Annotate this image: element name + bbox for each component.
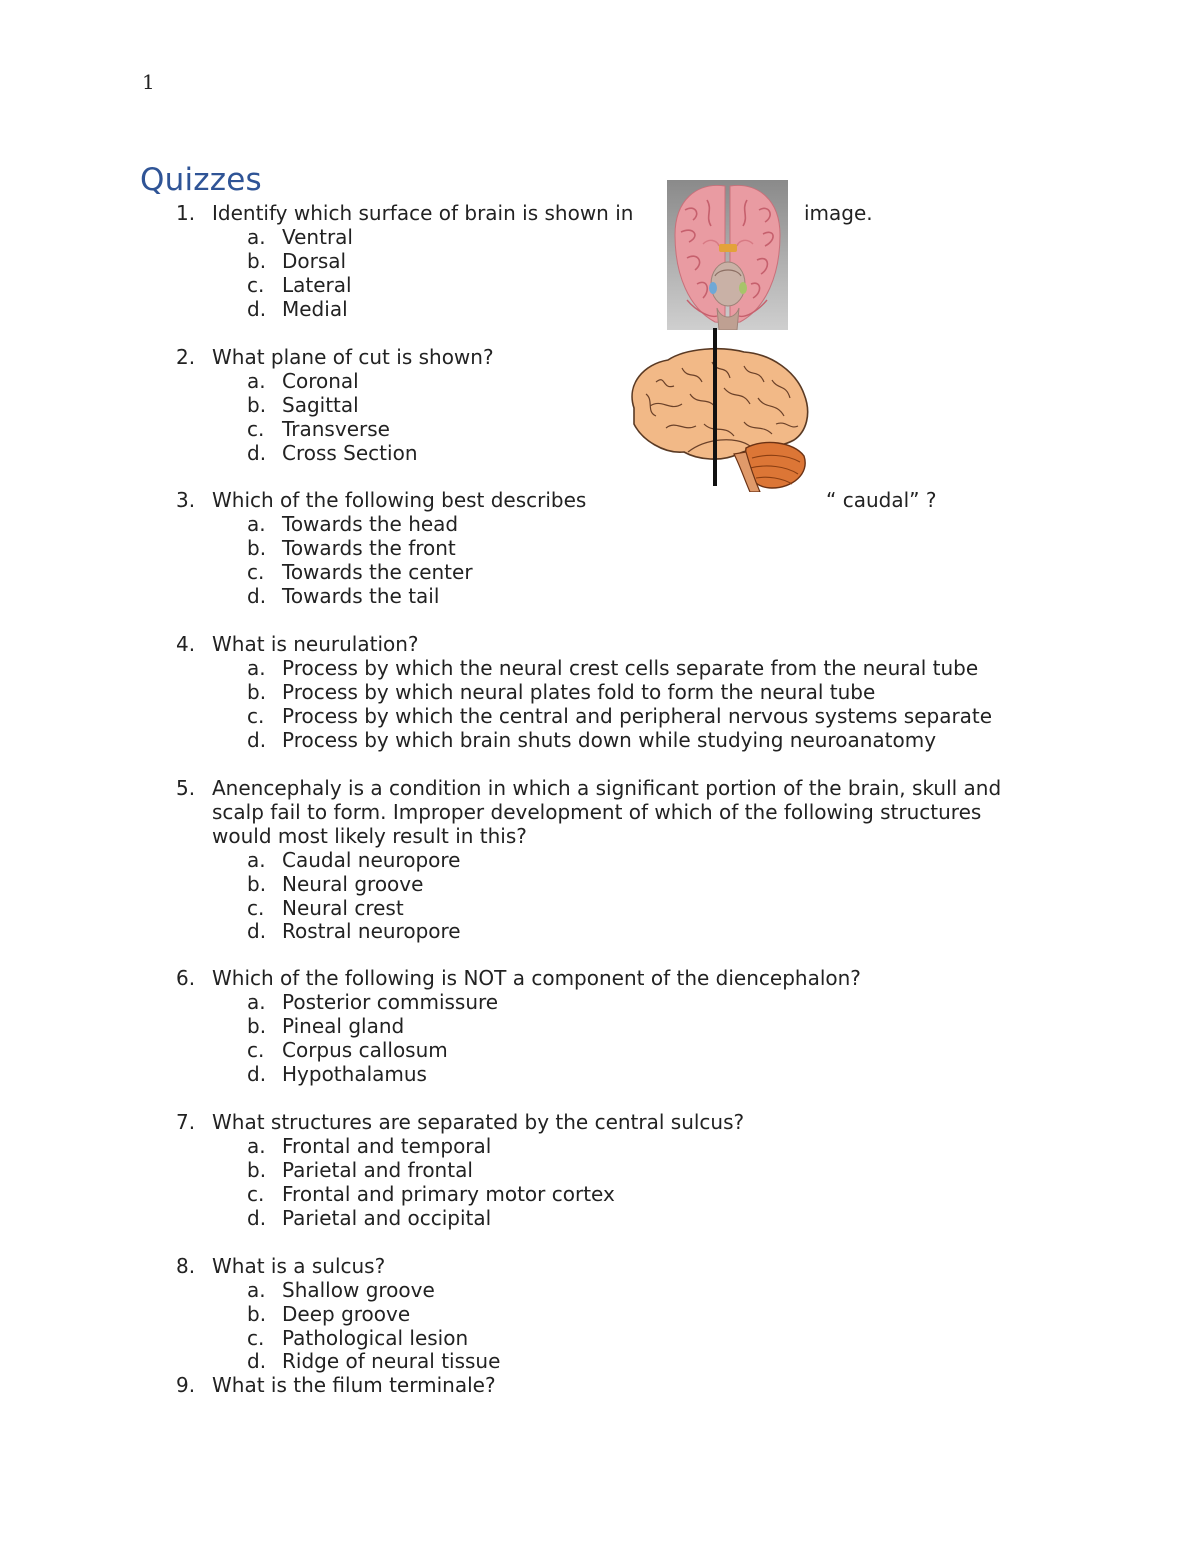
question-number: 7.	[176, 1110, 196, 1134]
option-letter: d.	[247, 1206, 267, 1230]
option-text: Corpus callosum	[282, 1038, 448, 1062]
question-text: What is the filum terminale?	[212, 1373, 496, 1397]
option-letter: c.	[247, 896, 265, 920]
option-text: Towards the center	[282, 560, 473, 584]
option-letter: a.	[247, 656, 266, 680]
option-text: Process by which the neural crest cells separate from the neural tube	[282, 656, 979, 680]
option-letter: c.	[247, 704, 265, 728]
question-number: 9.	[176, 1373, 196, 1397]
brain-cut-plane-image	[626, 328, 812, 492]
question-text: scalp fail to form. Improper development of which of the following structures	[212, 800, 982, 824]
question-text: Which of the following best describes	[212, 488, 587, 512]
option-text: Medial	[282, 297, 348, 321]
option-text: Sagittal	[282, 393, 359, 417]
option-letter: d.	[247, 297, 267, 321]
question-number: 6.	[176, 966, 196, 990]
option-letter: c.	[247, 1326, 265, 1350]
page-title: Quizzes	[140, 162, 262, 198]
option-letter: b.	[247, 1158, 267, 1182]
option-letter: b.	[247, 680, 267, 704]
option-text: Ventral	[282, 225, 353, 249]
option-letter: d.	[247, 441, 267, 465]
option-letter: a.	[247, 369, 266, 393]
option-letter: d.	[247, 584, 267, 608]
question-text-continued: “ caudal” ?	[826, 488, 937, 512]
option-letter: d.	[247, 919, 267, 943]
option-letter: b.	[247, 536, 267, 560]
option-text: Process by which the central and peripheral nervous systems separate	[282, 704, 993, 728]
option-text: Shallow groove	[282, 1278, 435, 1302]
option-text: Parietal and occipital	[282, 1206, 492, 1230]
option-text: Transverse	[282, 417, 390, 441]
question-number: 8.	[176, 1254, 196, 1278]
option-text: Posterior commissure	[282, 990, 499, 1014]
option-letter: c.	[247, 560, 265, 584]
option-letter: d.	[247, 728, 267, 752]
ventral-brain-image	[667, 180, 788, 330]
option-letter: c.	[247, 417, 265, 441]
option-text: Towards the tail	[282, 584, 440, 608]
option-letter: a.	[247, 1134, 266, 1158]
option-text: Frontal and primary motor cortex	[282, 1182, 615, 1206]
option-text: Neural crest	[282, 896, 404, 920]
option-letter: d.	[247, 1062, 267, 1086]
question-text: What plane of cut is shown?	[212, 345, 494, 369]
option-text: Coronal	[282, 369, 359, 393]
option-text: Process by which brain shuts down while studying neuroanatomy	[282, 728, 937, 752]
option-letter: c.	[247, 1038, 265, 1062]
option-text: Pathological lesion	[282, 1326, 469, 1350]
option-text: Hypothalamus	[282, 1062, 427, 1086]
option-text: Rostral neuropore	[282, 919, 461, 943]
option-letter: b.	[247, 1302, 267, 1326]
option-letter: c.	[247, 1182, 265, 1206]
option-text: Process by which neural plates fold to form the neural tube	[282, 680, 876, 704]
option-text: Deep groove	[282, 1302, 411, 1326]
option-text: Dorsal	[282, 249, 347, 273]
option-text: Pineal gland	[282, 1014, 405, 1038]
page-number: 1	[142, 70, 155, 94]
question-text: Anencephaly is a condition in which a significant portion of the brain, skull and	[212, 776, 1002, 800]
option-text: Towards the front	[282, 536, 456, 560]
question-number: 2.	[176, 345, 196, 369]
option-text: Ridge of neural tissue	[282, 1349, 501, 1373]
option-text: Frontal and temporal	[282, 1134, 492, 1158]
option-letter: b.	[247, 1014, 267, 1038]
question-number: 3.	[176, 488, 196, 512]
question-text-continued: image.	[804, 201, 873, 225]
option-letter: a.	[247, 512, 266, 536]
option-text: Cross Section	[282, 441, 418, 465]
option-letter: b.	[247, 872, 267, 896]
option-letter: a.	[247, 1278, 266, 1302]
option-text: Towards the head	[282, 512, 459, 536]
question-text: What is neurulation?	[212, 632, 419, 656]
option-letter: d.	[247, 1349, 267, 1373]
option-text: Parietal and frontal	[282, 1158, 473, 1182]
question-text: What structures are separated by the central sulcus?	[212, 1110, 745, 1134]
option-letter: a.	[247, 990, 266, 1014]
question-text: Identify which surface of brain is shown in	[212, 201, 634, 225]
option-letter: a.	[247, 225, 266, 249]
question-number: 1.	[176, 201, 196, 225]
option-text: Caudal neuropore	[282, 848, 461, 872]
option-letter: c.	[247, 273, 265, 297]
option-letter: b.	[247, 393, 267, 417]
question-number: 4.	[176, 632, 196, 656]
option-text: Lateral	[282, 273, 352, 297]
question-text: Which of the following is NOT a component of the diencephalon?	[212, 966, 861, 990]
option-letter: a.	[247, 848, 266, 872]
option-letter: b.	[247, 249, 267, 273]
question-text: What is a sulcus?	[212, 1254, 386, 1278]
option-text: Neural groove	[282, 872, 424, 896]
question-text: would most likely result in this?	[212, 824, 527, 848]
question-number: 5.	[176, 776, 196, 800]
